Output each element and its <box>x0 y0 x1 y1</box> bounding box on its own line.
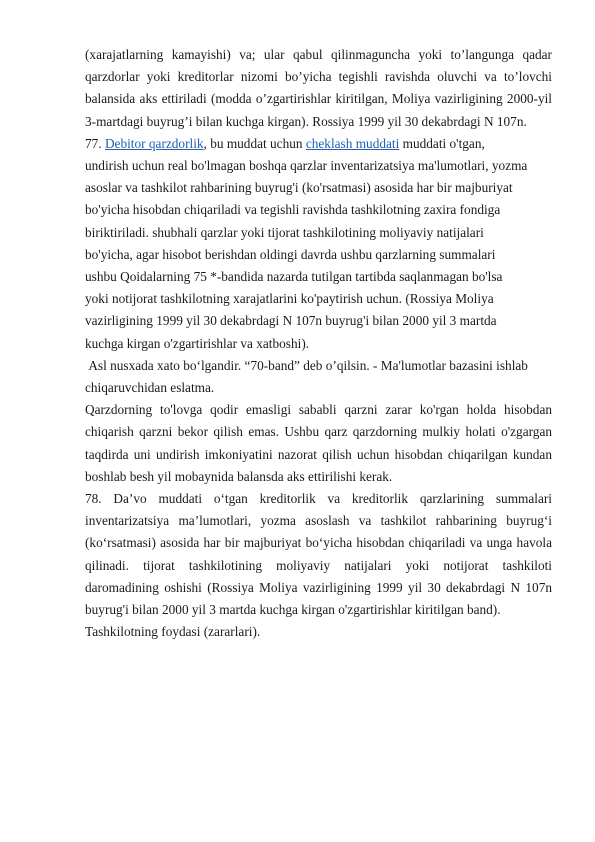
paragraph-xarajatlar: (xarajatlarning kamayishi) va; ular qabul qilinmaguncha yoki to’langunga qadar qarzdorlar yoki kreditorlar nizomi bo’yicha tegishli ravishda oluvchi va to’lovchi balansida aks ettiriladi (modda o’zgartirishlar kiritilgan, Moliya vazirligining 2000-yil 3-martdagi buyrug’i bilan kuchga kirgan). Rossiya 1999 yil 30 dekabrdagi N 107n. <box>85 47 552 129</box>
paragraph-78: 78. Da’vo muddati o‘tgan kreditorlik va kreditorlik qarzlarining summalari inventarizatsiya ma’lumotlari, yozma asoslash va tashkilot rahbarining buyrug‘i (ko‘rsatmasi) asosida har bir majburiyat bo‘yicha hisobdan chiqariladi va unga havola qilinadi. tijorat tashkilotining moliyaviy natijalari yoki notijorat tashkiloti daromadining oshishi (Rossiya Moliya vazirligining 1999 yil 30 dekabrdagi N 107n buyrug'i bilan 2000 yil 3 martda kuchga kirgan o'zgartirishlar kiritilgan band). <box>85 491 552 618</box>
text-line: yoki notijorat tashkilotning xarajatlarini ko'paytirish uchun. (Rossiya Moliya <box>85 291 494 307</box>
text-line: bo'yicha, agar hisobot berishdan oldingi davrda ushbu qarzlarning summalari <box>85 246 496 262</box>
cheklash-muddati-link[interactable]: cheklash muddati <box>305 135 400 151</box>
text-line: biriktiriladi. shubhali qarzlar yoki tijorat tashkilotining moliyaviy natijalari <box>85 224 484 240</box>
paragraph-qarzdor-tolov: Qarzdorning to'lovga qodir emasligi sababli qarzni zarar ko'rgan holda hisobdan chiqarish qarzni bekor qilish emas. Ushbu qarz qarzdorning mulkiy holati o'zgargan taqdirda uni undirish imkoniyatini nazorat qilish uchun hisobdan chiqarilgan kundan boshlab besh yil mobaynida balansda aks ettirilishi kerak. <box>85 402 552 484</box>
text-line: asoslar va tashkilot rahbarining buyrug'i (ko'rsatmasi) asosida har bir majburiyat <box>85 180 513 196</box>
link-connector-text: , bu muddat uchun <box>203 135 303 151</box>
text-line: undirish uchun real bo'lmagan boshqa qarzlar inventarizatsiya ma'lumotlari, yozma <box>85 158 528 174</box>
paragraph-77-first-line <box>85 133 552 155</box>
text-line: bo'yicha hisobdan chiqariladi va tegishli ravishda tashkilotning zaxira fondiga <box>85 202 501 218</box>
section-heading-foyda: Tashkilotning foydasi (zararlari). <box>85 624 261 640</box>
debitor-qarzdorlik-link[interactable]: Debitor qarzdorlik <box>104 135 204 151</box>
first-line-tail: muddati o'tgan, <box>402 135 485 151</box>
database-note: Asl nusxada xato bo‘lgandir. “70-band” deb o’qilsin. - Ma'lumotlar bazasini ishlab chiqaruvchidan eslatma. <box>85 357 532 396</box>
text-line: vazirligining 1999 yil 30 dekabrdagi N 107n buyrug'i bilan 2000 yil 3 martda <box>85 313 497 329</box>
text-line: kuchga kirgan o'zgartirishlar va xatboshi). <box>85 335 310 351</box>
item-number-77: 77. <box>85 135 102 151</box>
paragraph-77 <box>85 133 552 355</box>
text-line: ushbu Qoidalarning 75 *-bandida nazarda tutilgan tartibda saqlanmagan bo'lsa <box>85 269 503 285</box>
document-page <box>85 44 552 643</box>
